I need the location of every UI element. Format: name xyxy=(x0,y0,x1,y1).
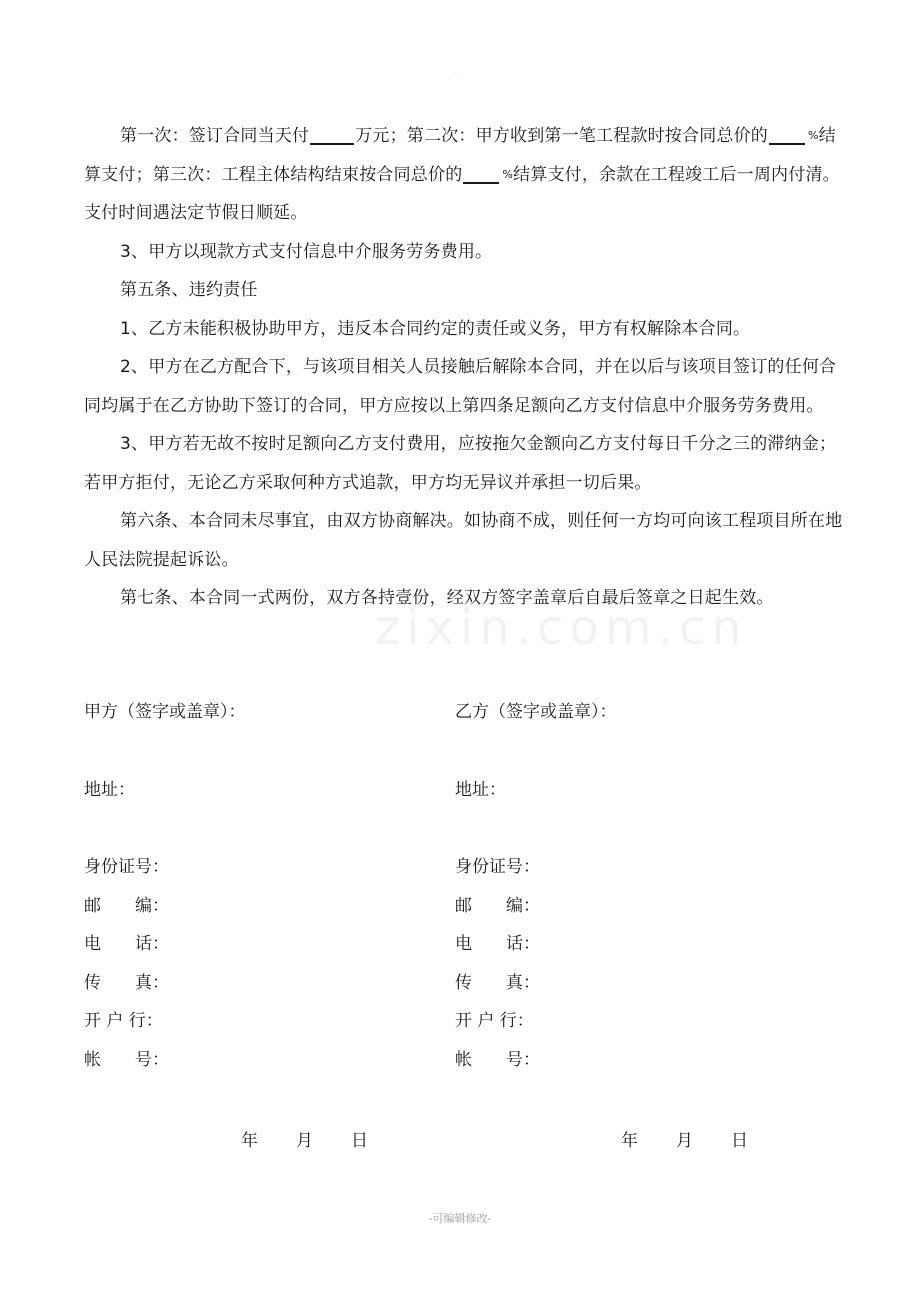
party-b-fax-label: 传 真： xyxy=(455,973,540,993)
amount-blank[interactable] xyxy=(310,123,354,145)
day-label: 日 xyxy=(351,1131,368,1151)
clause-cash-payment: 3、甲方以现款方式支付信息中介服务劳务费用。 xyxy=(120,241,493,262)
month-label: 月 xyxy=(296,1131,313,1151)
party-a-bank-label: 开 户 行： xyxy=(84,1011,163,1031)
percent-blank-2[interactable] xyxy=(463,162,499,184)
header-mark: . xyxy=(455,68,457,75)
party-b-address-label: 地址： xyxy=(455,780,506,800)
party-a-date xyxy=(241,1126,368,1151)
year-label: 年 xyxy=(621,1131,638,1151)
payment-text-2: 万元；第二次：甲方收到第一笔工程款时按合同总价的 xyxy=(355,126,769,146)
party-a-signature-label: 甲方（签字或盖章）： xyxy=(84,702,246,722)
party-b-date xyxy=(621,1126,748,1151)
party-b-account-label: 帐 号： xyxy=(455,1050,540,1070)
payment-schedule-paragraph xyxy=(84,117,844,233)
article-5-heading: 第五条、违约责任 xyxy=(120,280,258,300)
party-a-account-label: 帐 号： xyxy=(84,1050,169,1070)
party-a-postcode-label: 邮 编： xyxy=(84,896,169,916)
payment-text-4: 结算支付，余款在工程竣工后一周内付清。支付时间遇法定节假日顺延。 xyxy=(84,164,840,223)
party-a-phone-label: 电 话： xyxy=(84,934,169,954)
article-6: 第六条、本合同未尽事宜，由双方协商解决。如协商不成，则任何一方均可向该工程项目所在地人民法院提起诉讼。 xyxy=(84,511,843,570)
party-b-signature-label: 乙方（签字或盖章）： xyxy=(455,702,617,722)
party-b-postcode-label: 邮 编： xyxy=(455,896,540,916)
percent-symbol-2: % xyxy=(502,167,514,181)
breach-clause-1: 1、乙方未能积极协助甲方，违反本合同约定的责任或义务，甲方有权解除本合同。 xyxy=(120,318,751,339)
page-footer: -可编辑修改- xyxy=(428,1212,492,1225)
watermark: zixin.com.cn xyxy=(375,600,748,656)
percent-blank-1[interactable] xyxy=(769,123,805,145)
contract-body xyxy=(84,117,844,618)
party-b-bank-label: 开 户 行： xyxy=(455,1011,534,1031)
party-b-id-label: 身份证号： xyxy=(455,857,540,877)
year-label: 年 xyxy=(241,1131,258,1151)
payment-text-1: 第一次：签订合同当天付 xyxy=(120,126,310,146)
party-a-id-label: 身份证号： xyxy=(84,857,169,877)
month-label: 月 xyxy=(676,1131,693,1151)
party-b-phone-label: 电 话： xyxy=(455,934,540,954)
party-a-address-label: 地址： xyxy=(84,780,135,800)
breach-clause-2: 2、甲方在乙方配合下，与该项目相关人员接触后解除本合同，并在以后与该项目签订的任何合同均属于在乙方协助下签订的合同，甲方应按以上第四条足额向乙方支付信息中介服务劳务费用。 xyxy=(84,357,837,416)
percent-symbol-1: % xyxy=(808,129,819,142)
article-7: 第七条、本合同一式两份，双方各持壹份，经双方签字盖章后自最后签章之日起生效。 xyxy=(120,588,774,608)
payment-text-3: 结算支付；第三次：工程主体结构结束按合同总价的 xyxy=(84,126,836,185)
party-a-fax-label: 传 真： xyxy=(84,973,169,993)
breach-clause-3: 3、甲方若无故不按时足额向乙方支付费用，应按拖欠金额向乙方支付每日千分之三的滞纳金；若甲方拒付，无论乙方采取何种方式追款，甲方均无异议并承担一切后果。 xyxy=(84,434,837,493)
day-label: 日 xyxy=(731,1131,748,1151)
